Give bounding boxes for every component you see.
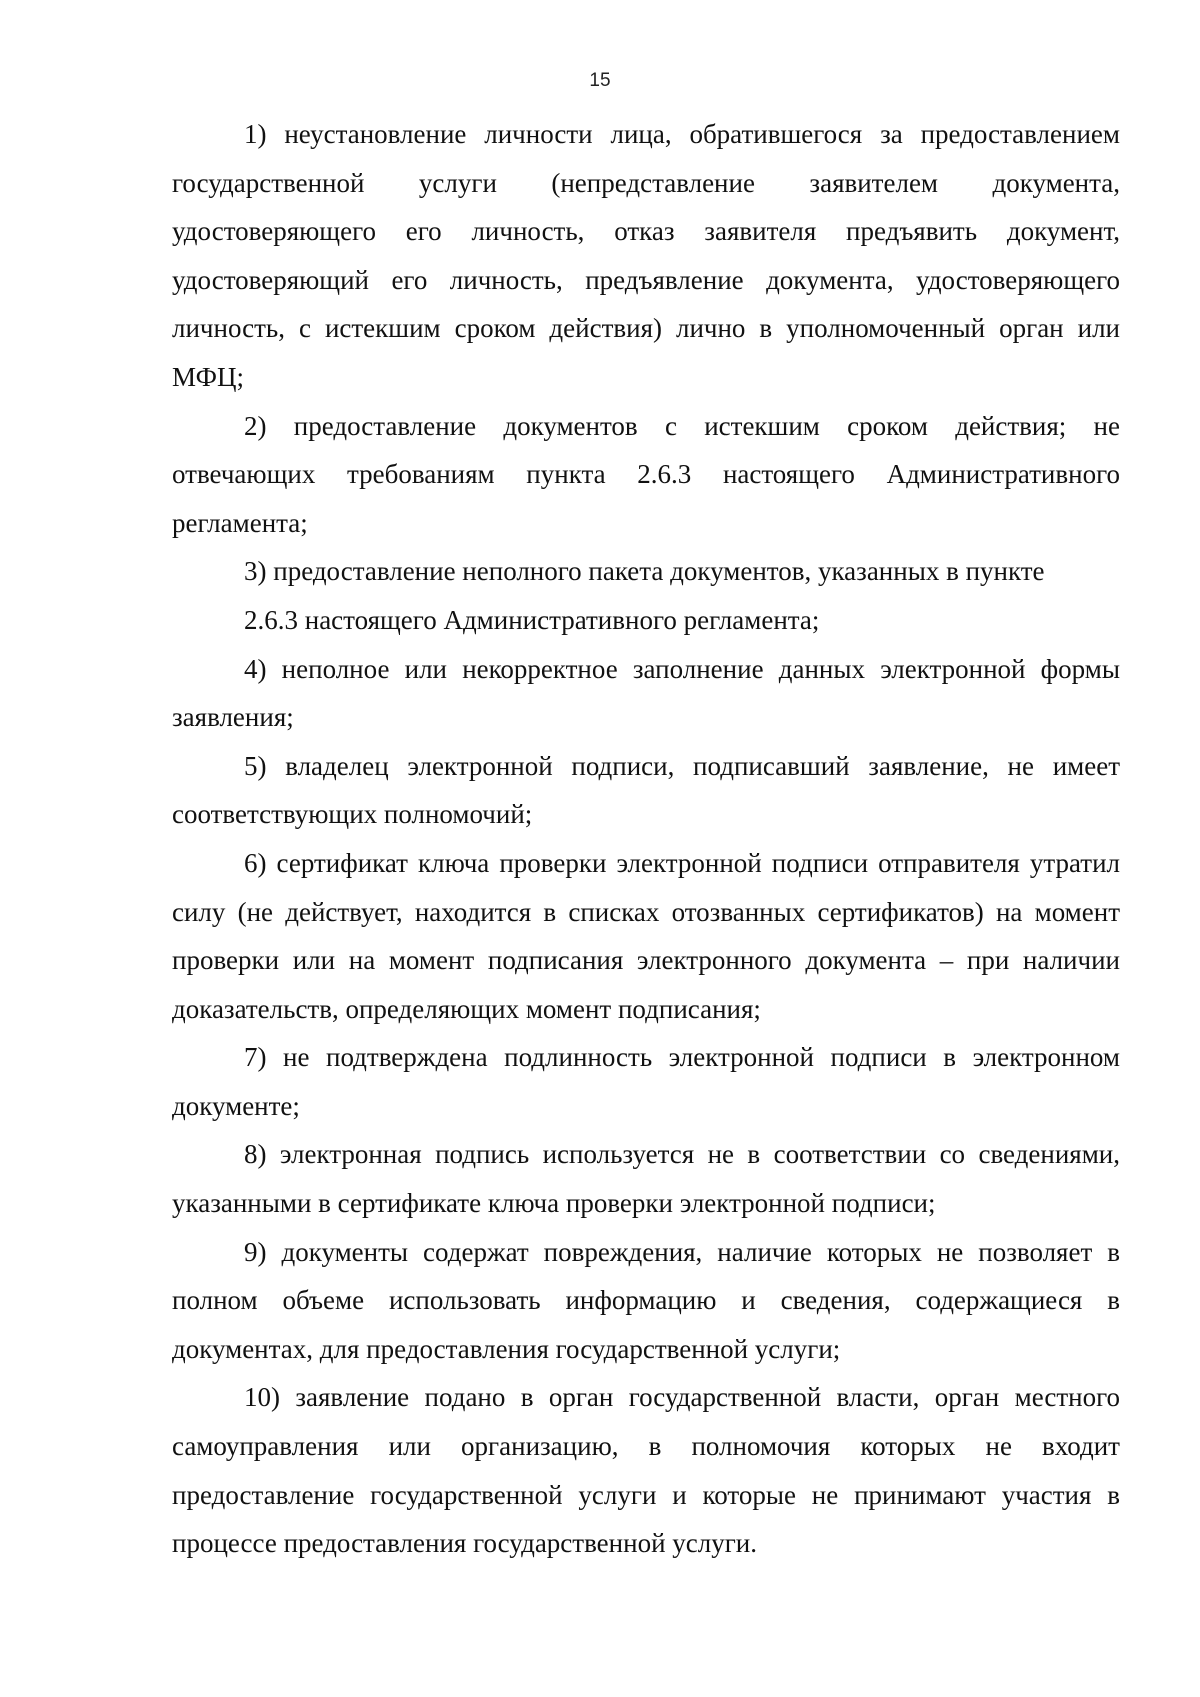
list-item-8: 8) электронная подпись используется не в соответствии со сведениями, указанными в сертификате ключа проверки электронной подписи; [172,1139,1120,1219]
page-number: 15 [589,70,611,91]
list-item-5: 5) владелец электронной подписи, подписавший заявление, не имеет соответствующих полномочий; [172,750,1120,830]
document-body [172,110,1120,1568]
list-item-1: 1) неустановление личности лица, обратившегося за предоставлением государственной услуги (непредставление заявителем документа, удостоверяющего его личность, отказ заявителя предъявить документ, удостоверяющий его личность, предъявление документа, удостоверяющего личность, с истекшим сроком действия) лично в уполномоченный орган или МФЦ; [172,119,1120,392]
list-item-7: 7) не подтверждена подлинность электронной подписи в электронном документе; [172,1042,1120,1121]
list-item-3: 3) предоставление неполного пакета документов, указанных в пункте [244,556,1045,587]
list-item-4: 4) неполное или некорректное заполнение данных электронной формы заявления; [172,653,1120,733]
list-item-10: 10) заявление подано в орган государственной власти, орган местного самоуправления или организацию, в полномочия которых не входит предоставление государственной услуги и которые не принимают участия в процессе предоставления государственной услуги. [172,1382,1120,1559]
list-item-9: 9) документы содержат повреждения, наличие которых не позволяет в полном объеме использовать информацию и сведения, содержащиеся в документах, для предоставления государственной услуги; [172,1236,1120,1364]
list-item-3-continuation: 2.6.3 настоящего Административного регламента; [244,604,820,635]
list-item-6: 6) сертификат ключа проверки электронной подписи отправителя утратил силу (не действует, находится в списках отозванных сертификатов) на момент проверки или на момент подписания электронного документа – при наличии доказательств, определяющих момент подписания; [172,847,1120,1024]
list-item-2: 2) предоставление документов с истекшим сроком действия; не отвечающих требованиям пункта 2.6.3 настоящего Административного регламента; [172,410,1120,538]
